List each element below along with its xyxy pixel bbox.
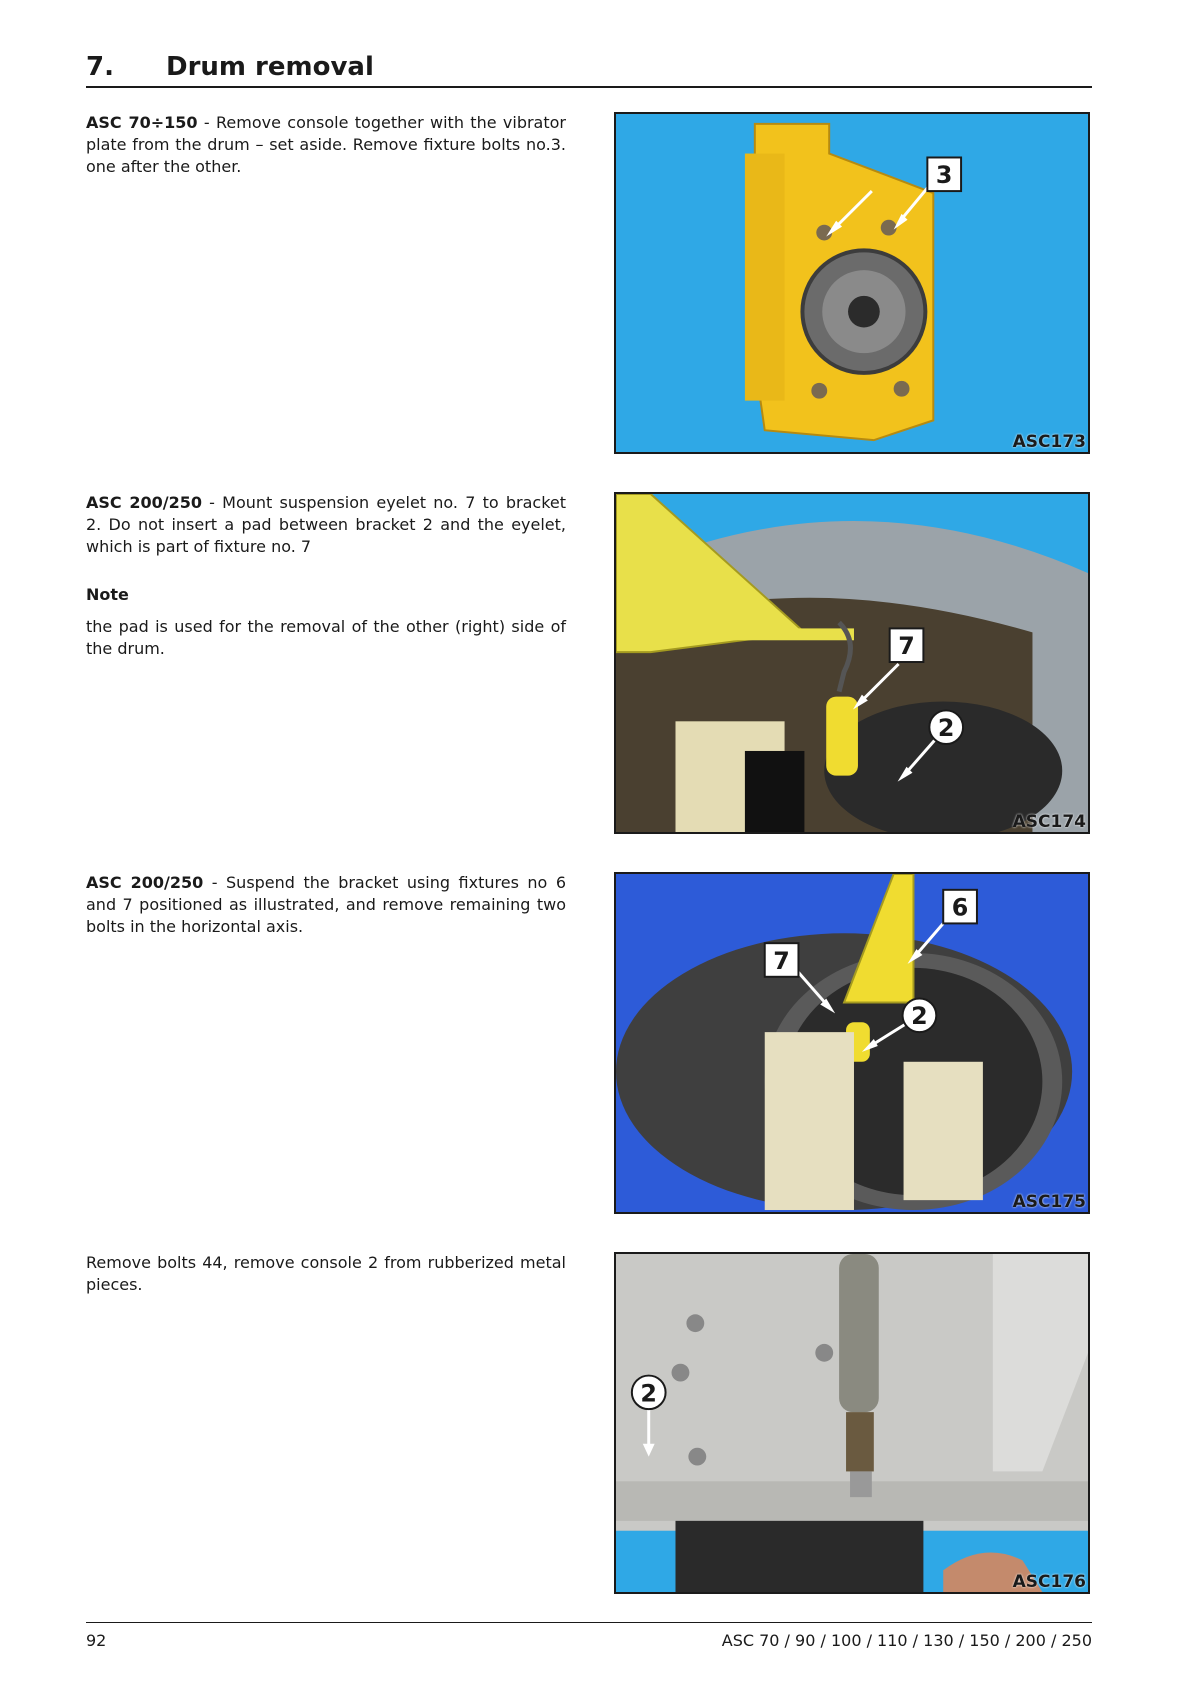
step-1-text [86, 112, 566, 194]
photo-asc175 [614, 872, 1090, 1214]
photo-asc174 [614, 492, 1090, 834]
step-1-lead: ASC 70÷150 [86, 113, 198, 132]
photo-asc173 [614, 112, 1090, 454]
callout-3: 3 [935, 161, 953, 190]
step-2-body: - Mount suspension eyelet no. 7 to bracket 2. Do not insert a pad between bracket 2 and the eyelet, which is part of fixture no. 7 [86, 493, 567, 556]
section-number: 7. [86, 52, 114, 82]
note-text: the pad is used for the removal of the other (right) side of the drum. [86, 617, 566, 658]
model-list: ASC 70 / 90 / 100 / 110 / 130 / 150 / 200 / 250 [721, 1631, 1092, 1650]
callout-7: 7 [898, 632, 915, 661]
step-1-body: - Remove console together with the vibrator plate from the drum – set aside. Remove fixture bolts no.3. one after the other. [86, 113, 566, 176]
page-number: 92 [86, 1631, 107, 1650]
callout-2: 2 [640, 1379, 658, 1408]
step-2-text [86, 492, 566, 676]
photo-code: ASC175 [1012, 1192, 1086, 1212]
step-3-lead: ASC 200/250 [86, 873, 204, 892]
callout-6: 6 [951, 893, 969, 922]
photo-code: ASC176 [1012, 1572, 1086, 1592]
photo-asc176-illustration [616, 1254, 1088, 1592]
photo-asc174-illustration [616, 494, 1088, 832]
step-2-lead: ASC 200/250 [86, 493, 202, 512]
photo-code: ASC173 [1012, 432, 1086, 452]
callout-7: 7 [773, 946, 790, 975]
photo-asc175-illustration [616, 874, 1088, 1212]
section-header [86, 48, 1092, 88]
note-heading: Note [86, 585, 129, 604]
callout-2: 2 [911, 1002, 928, 1031]
step-3-text [86, 872, 566, 954]
step-3-body: - Suspend the bracket using fixtures no 6 and 7 positioned as illustrated, and remove remaining two bolts in the horizontal axis. [86, 873, 566, 936]
step-4-body: Remove bolts 44, remove console 2 from rubberized metal pieces. [86, 1253, 566, 1294]
page-footer [86, 1622, 1092, 1653]
photo-asc176 [614, 1252, 1090, 1594]
step-4-text [86, 1252, 566, 1312]
photo-asc173-illustration [616, 114, 1088, 452]
callout-2: 2 [937, 714, 955, 743]
section-title: Drum removal [166, 52, 374, 82]
photo-code: ASC174 [1012, 812, 1086, 832]
